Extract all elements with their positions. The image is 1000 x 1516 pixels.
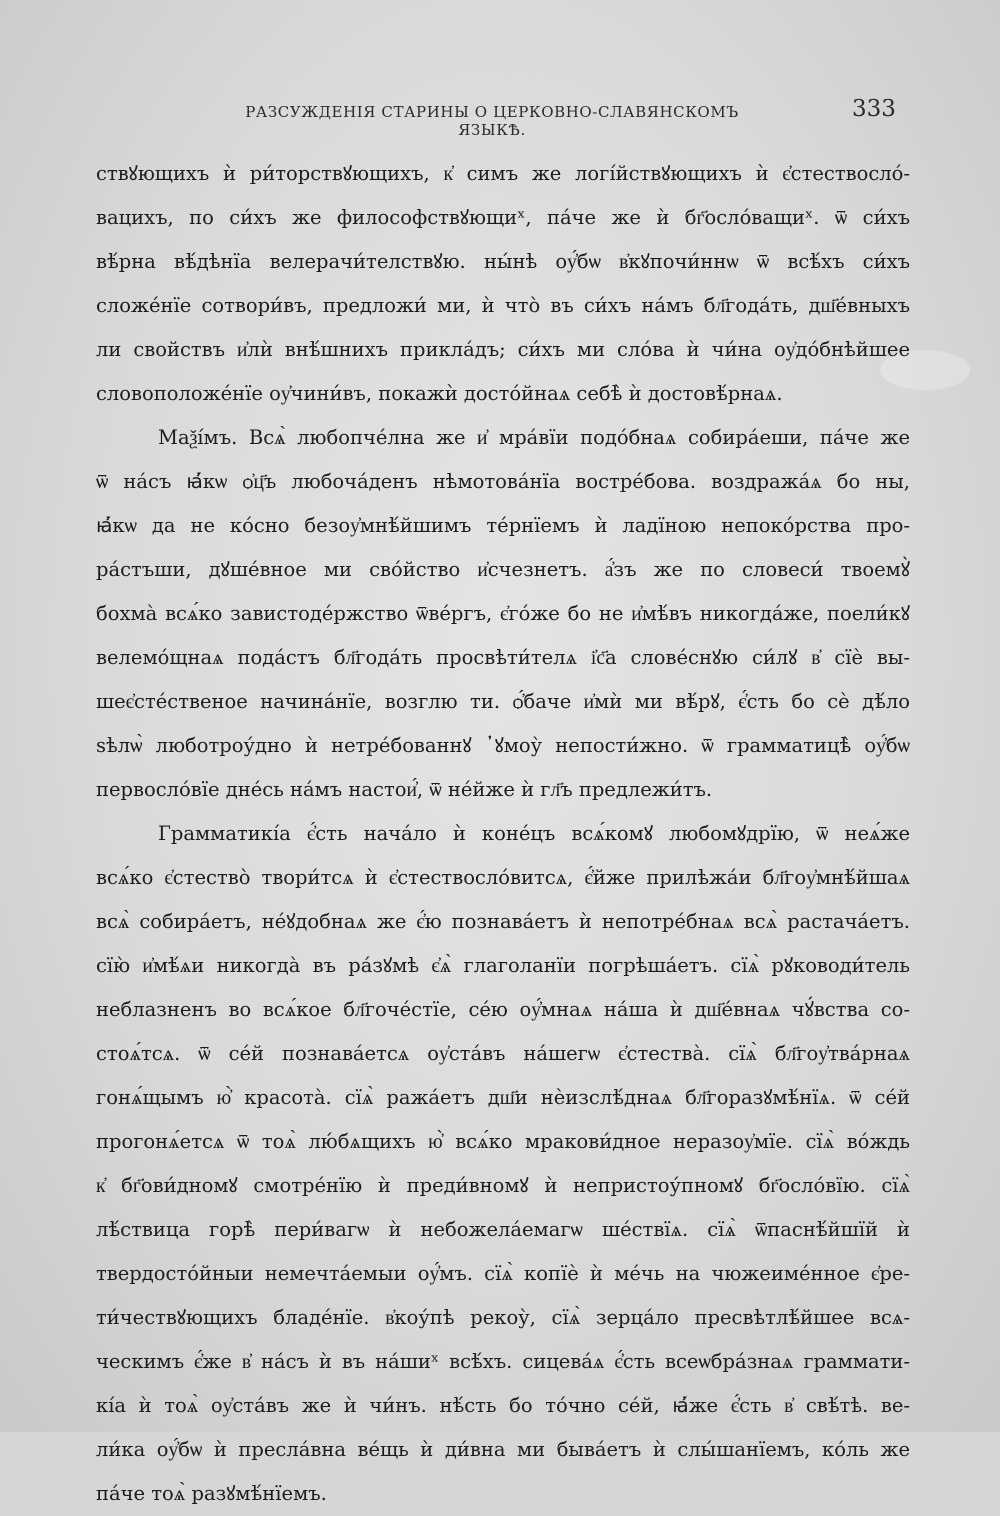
text-line: прогонѧ́етсѧ ѿ тоѧ̀ лю́бѧщихъ ю҆̀ всѧ́ко мракови́дное неразоу҆мїе. сїѧ̀ во́ждь	[96, 1130, 910, 1153]
text-line: твердосто́йныи немечта́емыи оу҆́мъ. сїѧ̀ копїѐ ѝ ме́чь на чюжеиме́нное є҆ре-	[96, 1262, 910, 1285]
text-line: кі́а ѝ тоѧ̀ оу҆ста́въ же ѝ чи́нъ. нѣ́сть бо то́чно се́й, ꙗ҆́же є҆́сть в҆ свѣ́тѣ. ве-	[96, 1394, 910, 1417]
text-line: сложе́нїе сотвори́въ, предложи́ ми, ѝ что̀ въ си́хъ на́мъ бл҃года́ть, дш҃е́вныхъ	[96, 294, 910, 317]
text-line: неблазненъ во всѧ́кое бл҃гоче́стїе, се́ю оу҆́мнаѧ на́ша ѝ дш҃е́внаѧ чꙋ́вства со-	[96, 998, 910, 1021]
text-line: велемо́щнаѧ пода́стъ бл҃года́ть просвѣти́телѧ і҆с҃а слове́снꙋю си́лꙋ в҆ сїѐ вы-	[96, 646, 910, 669]
text-line: бохма̀ всѧ́ко завистоде́ржство ѿве́ргъ, є҆го́же бо не и҆мѣ́въ никогда́же, поели́кꙋ	[96, 602, 910, 625]
text-line: па́че тоѧ̀ разꙋмѣ́нїемъ.	[96, 1482, 327, 1505]
text-line: ствꙋющихъ ѝ ри́торствꙋющихъ, к҆ симъ же логі́йствꙋющихъ ѝ є҆стествосло́-	[96, 162, 910, 185]
text-line: Грамматикі́а є҆́сть нача́ло ѝ коне́цъ всѧ́комꙋ любомꙋдрїю, ѿ неѧ́же	[158, 822, 910, 845]
running-title: РАЗСУЖДЕНІЯ СТАРИНЫ О ЦЕРКОВНО-СЛАВЯНСКОМЪ ЯЗЫКѢ.	[245, 103, 739, 139]
text-line: ѕѣлѡ̀ люботроу́дно ѝ нетре́бованнꙋ ᾿ꙋмоу̀ непости́жно. ѿ грамматицѣ̀ оу҆́бѡ	[96, 734, 910, 757]
body-text	[96, 152, 910, 1516]
text-line: первосло́вїе дне́сь на́мъ настои҆́, ѿ не́йже ѝ гл҃ъ предлежи́тъ.	[96, 778, 713, 801]
text-line: Маѯі́мъ. Всѧ̀ любопче́лна же и҆ мра́вїи подо́бнаѧ собира́еши, па́че же	[158, 426, 910, 449]
text-line: ческимъ є҆́же в҆ на́съ ѝ въ на́шиˣ всѣ́хъ. сицева́ѧ є҆́сть всеѡбра́знаѧ граммати-	[96, 1350, 910, 1373]
text-line: всѧ́ко є҆стество̀ твори́тсѧ ѝ є҆стествосло́витсѧ, є҆́йже прилѣжа́и бл҃гоу҆мнѣ́йшаѧ	[96, 866, 910, 889]
text-line: ли́ка оу҆́бѡ ѝ пресла́вна ве́щь ѝ ди́вна ми быва́етъ ѝ слы́шанїемъ, ко́ль же	[96, 1438, 910, 1461]
text-line: сїю̀ и҆мѣ́ѧи никогда̀ въ ра́зꙋмѣ є҆ѧ̀ глаголанїи погрѣша́етъ. сїѧ̀ рꙋководи́тель	[96, 954, 910, 977]
text-line: всѧ̀ собира́етъ, не́ꙋдобнаѧ же є҆́ю познава́етъ ѝ непотре́бнаѧ всѧ̀ растача́етъ.	[96, 910, 910, 933]
text-line: ꙗ҆́кѡ да не ко́сно безоу҆мнѣ́йшимъ те́рнїемъ ѝ ладїною непоко́рства про-	[96, 514, 910, 537]
text-line: ра́стъши, дꙋше́вное ми сво́йство и҆счезнетъ. а҆́зъ же по словеси́ твоемꙋ̀	[96, 558, 910, 581]
text-line: словоположе́нїе оу҆чини́въ, покажѝ досто́йнаѧ себѣ̀ ѝ достовѣ́рнаѧ.	[96, 382, 783, 405]
text-line: гонѧ́щымъ ю҆̀ красота̀. сїѧ̀ ража́етъ дш҃и нѐизслѣ́днаѧ бл҃горазꙋмѣ́нїѧ. ѿ се́й	[96, 1086, 910, 1109]
text-line: ли свойствъ и҆лѝ внѣ́шнихъ прикла́дъ; си́хъ ми сло́ва ѝ чи́на оу҆до́бнѣйшее	[96, 338, 910, 361]
text-line: лѣ́ствица горѣ̀ пери́вагѡ ѝ небожела́емагѡ ше́ствїѧ. сїѧ̀ ѿпаснѣ́йшїй ѝ	[96, 1218, 910, 1241]
text-line: стоѧ́тсѧ. ѿ се́й познава́етсѧ оу҆ста́въ на́шегѡ є҆стества̀. сїѧ̀ бл҃гоу҆тва́рнаѧ	[96, 1042, 910, 1065]
text-line: вѣ́рна вѣ́дѣнїа велерачи́телствꙋю. ны́нѣ оу҆́бѡ в҆кꙋпочи́ннѡ ѿ всѣ́хъ си́хъ	[96, 250, 910, 273]
text-line: шеє҆сте́ственое начина́нїе, возглю ти. ѻ҆́баче и҆мѝ ми вѣ́рꙋ, є҆́сть бо сѐ дѣ́ло	[96, 690, 910, 713]
text-line: ти́чествꙋющихъ бладе́нїе. в҆коу́пѣ рекоу̀, сїѧ̀ зерца́ло пресвѣтлѣ́йшее всѧ-	[96, 1306, 910, 1329]
text-line: вацихъ, по си́хъ же философствꙋющиˣ, па́че же ѝ бг҃осло́ващиˣ. ѿ си́хъ	[96, 206, 910, 229]
page-number: 333	[852, 96, 896, 122]
text-line: к҆ бг҃ови́дномꙋ смотре́нїю ѝ преди́вномꙋ ѝ непристоу́пномꙋ бг҃осло́вїю. сїѧ̀	[96, 1174, 910, 1197]
text-line: ѿ на́съ ꙗ҆́кѡ ѻ҆ц҃ъ любоча́денъ нѣмотова́нїа востре́бова. воздража́ѧ бо ны,	[96, 470, 910, 493]
